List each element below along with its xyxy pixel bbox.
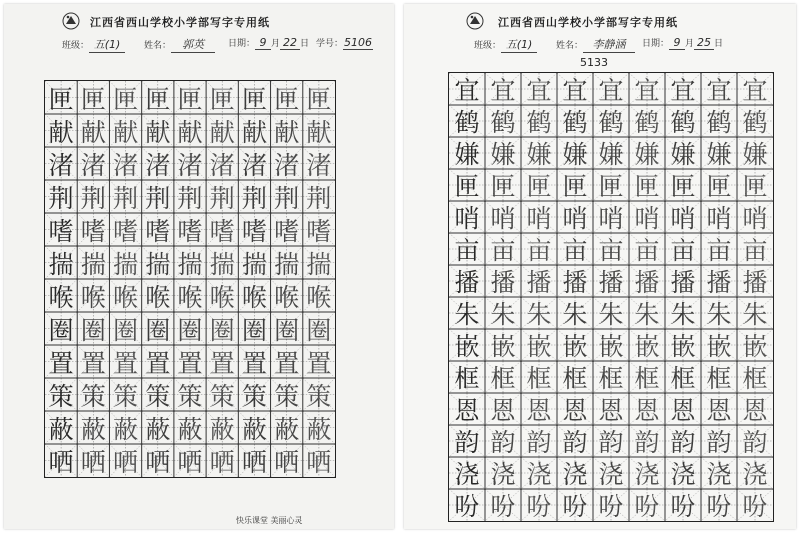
practice-character: 哨 — [706, 204, 732, 233]
practice-character: 嗜 — [80, 216, 106, 246]
practice-character: 荆 — [274, 183, 300, 213]
practice-character: 框 — [562, 364, 588, 393]
model-character: 献 — [48, 117, 74, 147]
practice-character: 匣 — [209, 84, 235, 114]
class-value: 五(1) — [501, 36, 537, 53]
practice-character: 献 — [274, 117, 300, 147]
practice-character: 喉 — [241, 282, 267, 312]
practice-character: 浇 — [634, 460, 660, 489]
practice-sheet-right — [404, 4, 796, 529]
practice-character: 嫌 — [526, 140, 552, 169]
practice-character: 鹤 — [526, 108, 552, 137]
practice-character: 哂 — [274, 447, 300, 477]
model-character: 朱 — [454, 300, 480, 329]
practice-character: 置 — [209, 348, 235, 378]
school-title: 江西省西山学校小学部写字专用纸 — [498, 16, 678, 29]
name-value: 郭英 — [171, 36, 215, 53]
model-character: 恩 — [454, 396, 480, 425]
practice-character: 策 — [306, 381, 332, 411]
practice-character: 渚 — [177, 150, 203, 180]
model-character: 嵌 — [454, 332, 480, 361]
practice-character: 蔽 — [306, 414, 332, 444]
practice-character: 鹤 — [598, 108, 624, 137]
practice-character: 策 — [274, 381, 300, 411]
model-character: 圈 — [48, 315, 74, 345]
practice-character: 策 — [241, 381, 267, 411]
practice-character: 朱 — [490, 300, 516, 329]
handwritten-note: 5133 — [580, 56, 608, 69]
practice-character: 哂 — [241, 447, 267, 477]
practice-character: 荆 — [177, 183, 203, 213]
practice-character: 朱 — [598, 300, 624, 329]
practice-character: 播 — [742, 268, 768, 297]
practice-character: 匣 — [241, 84, 267, 114]
practice-character: 策 — [112, 381, 139, 411]
writing-grid — [448, 72, 774, 522]
practice-character: 哂 — [145, 447, 171, 477]
model-character: 置 — [48, 348, 74, 378]
practice-character: 置 — [241, 348, 267, 378]
practice-character: 鹤 — [742, 108, 768, 137]
practice-character: 朱 — [706, 300, 732, 329]
school-logo-icon — [466, 12, 484, 30]
practice-character: 喉 — [112, 282, 139, 312]
practice-character: 播 — [490, 268, 516, 297]
practice-character: 嫌 — [562, 140, 588, 169]
model-character: 哨 — [454, 204, 480, 233]
practice-character: 喉 — [306, 282, 332, 312]
practice-character: 吩 — [490, 492, 516, 521]
practice-character: 渚 — [306, 150, 332, 180]
practice-character: 蔽 — [274, 414, 300, 444]
practice-character: 荆 — [241, 183, 267, 213]
practice-character: 策 — [209, 381, 235, 411]
model-character: 亩 — [454, 236, 480, 265]
practice-character: 嫌 — [634, 140, 660, 169]
practice-character: 恩 — [634, 396, 660, 425]
practice-character: 宜 — [490, 76, 516, 105]
practice-character: 恩 — [526, 396, 552, 425]
practice-character: 嫌 — [670, 140, 696, 169]
grid-lines — [45, 81, 335, 477]
practice-character: 鹤 — [490, 108, 516, 137]
practice-character: 韵 — [634, 428, 660, 457]
model-character: 吩 — [454, 492, 480, 521]
practice-character: 嵌 — [562, 332, 588, 361]
practice-character: 蔽 — [145, 414, 171, 444]
practice-character: 韵 — [526, 428, 552, 457]
practice-character: 韵 — [490, 428, 516, 457]
practice-character: 匣 — [306, 84, 332, 114]
practice-character: 嗜 — [209, 216, 235, 246]
practice-character: 鹤 — [670, 108, 696, 137]
grid-lines — [449, 73, 773, 521]
practice-character: 宜 — [670, 76, 696, 105]
practice-character: 荆 — [80, 183, 106, 213]
practice-character: 朱 — [562, 300, 588, 329]
practice-character: 喉 — [80, 282, 106, 312]
practice-character: 恩 — [670, 396, 696, 425]
practice-character: 韵 — [670, 428, 696, 457]
practice-character: 吩 — [670, 492, 696, 521]
model-character: 播 — [454, 268, 480, 297]
model-character: 匣 — [48, 84, 74, 114]
practice-character: 嗜 — [177, 216, 203, 246]
practice-character: 亩 — [490, 236, 516, 265]
practice-character: 哨 — [490, 204, 516, 233]
practice-character: 播 — [670, 268, 696, 297]
class-field: 班级： 五(1) — [474, 36, 537, 53]
practice-character: 蔽 — [241, 414, 267, 444]
practice-character: 朱 — [526, 300, 552, 329]
practice-character: 吩 — [742, 492, 768, 521]
practice-character: 亩 — [562, 236, 588, 265]
practice-character: 框 — [526, 364, 552, 393]
practice-character: 吩 — [706, 492, 732, 521]
practice-character: 浇 — [706, 460, 732, 489]
practice-character: 荆 — [306, 183, 332, 213]
practice-character: 哂 — [209, 447, 235, 477]
practice-character: 蔽 — [209, 414, 235, 444]
student-number-value: 5106 — [344, 36, 373, 49]
practice-character: 嗜 — [306, 216, 332, 246]
practice-character: 宜 — [706, 76, 732, 105]
practice-character: 哨 — [598, 204, 624, 233]
practice-character: 嫌 — [598, 140, 624, 169]
practice-character: 宜 — [562, 76, 588, 105]
model-character: 荆 — [48, 183, 74, 213]
practice-character: 匣 — [670, 172, 696, 201]
practice-character: 播 — [706, 268, 732, 297]
practice-character: 圈 — [274, 315, 300, 345]
practice-character: 亩 — [634, 236, 660, 265]
practice-character: 渚 — [241, 150, 267, 180]
practice-character: 荆 — [209, 183, 235, 213]
practice-character: 哨 — [562, 204, 588, 233]
practice-character: 宜 — [742, 76, 768, 105]
practice-character: 吩 — [526, 492, 552, 521]
practice-character: 播 — [598, 268, 624, 297]
practice-character: 献 — [241, 117, 267, 147]
practice-character: 播 — [634, 268, 660, 297]
practice-character: 浇 — [526, 460, 552, 489]
practice-character: 圈 — [80, 315, 106, 345]
practice-character: 恩 — [706, 396, 732, 425]
name-field: 姓名： 李静涵 — [556, 36, 635, 53]
practice-character: 置 — [274, 348, 300, 378]
practice-character: 嗜 — [145, 216, 171, 246]
date-field: 日期： 9 月 22 日 — [228, 36, 310, 49]
practice-character: 嫌 — [706, 140, 732, 169]
model-character: 匣 — [454, 172, 480, 201]
practice-character: 揣 — [112, 249, 139, 279]
practice-character: 蔽 — [112, 414, 139, 444]
practice-character: 朱 — [670, 300, 696, 329]
practice-character: 播 — [562, 268, 588, 297]
practice-character: 朱 — [742, 300, 768, 329]
practice-character: 匣 — [274, 84, 300, 114]
practice-character: 哂 — [306, 447, 332, 477]
practice-character: 圈 — [306, 315, 332, 345]
practice-character: 嵌 — [490, 332, 516, 361]
practice-character: 浇 — [742, 460, 768, 489]
school-title: 江西省西山学校小学部写字专用纸 — [90, 16, 270, 29]
practice-character: 献 — [209, 117, 235, 147]
model-character: 嫌 — [454, 140, 480, 169]
practice-character: 宜 — [598, 76, 624, 105]
practice-character: 揣 — [306, 249, 332, 279]
practice-character: 吩 — [598, 492, 624, 521]
practice-character: 浇 — [598, 460, 624, 489]
practice-character: 揣 — [274, 249, 300, 279]
practice-character: 匣 — [112, 84, 139, 114]
practice-character: 韵 — [598, 428, 624, 457]
practice-character: 恩 — [598, 396, 624, 425]
practice-character: 哂 — [177, 447, 203, 477]
practice-character: 吩 — [634, 492, 660, 521]
practice-character: 圈 — [209, 315, 235, 345]
practice-character: 圈 — [145, 315, 171, 345]
practice-character: 喉 — [209, 282, 235, 312]
model-character: 渚 — [48, 150, 74, 180]
practice-character: 渚 — [145, 150, 171, 180]
practice-character: 恩 — [490, 396, 516, 425]
class-value: 五(1) — [89, 36, 125, 53]
model-character: 喉 — [48, 282, 74, 312]
practice-character: 嫌 — [490, 140, 516, 169]
practice-character: 鹤 — [706, 108, 732, 137]
practice-character: 韵 — [706, 428, 732, 457]
practice-character: 嵌 — [706, 332, 732, 361]
practice-character: 嗜 — [112, 216, 139, 246]
practice-character: 嵌 — [598, 332, 624, 361]
practice-character: 嵌 — [742, 332, 768, 361]
practice-character: 置 — [306, 348, 332, 378]
practice-character: 嵌 — [634, 332, 660, 361]
practice-character: 揣 — [80, 249, 106, 279]
practice-character: 圈 — [112, 315, 139, 345]
practice-character: 渚 — [209, 150, 235, 180]
practice-character: 献 — [145, 117, 171, 147]
practice-character: 宜 — [634, 76, 660, 105]
practice-character: 恩 — [742, 396, 768, 425]
practice-character: 匣 — [145, 84, 171, 114]
practice-character: 浇 — [490, 460, 516, 489]
student-number-field: 学号：5106 — [316, 36, 373, 49]
date-field: 日期： 9 月 25 日 — [642, 36, 724, 49]
practice-character: 匣 — [490, 172, 516, 201]
practice-character: 匣 — [80, 84, 106, 114]
practice-character: 匣 — [634, 172, 660, 201]
practice-character: 渚 — [274, 150, 300, 180]
practice-character: 策 — [177, 381, 203, 411]
practice-character: 韵 — [562, 428, 588, 457]
practice-character: 荆 — [145, 183, 171, 213]
practice-character: 揣 — [209, 249, 235, 279]
practice-character: 置 — [145, 348, 171, 378]
practice-character: 哨 — [526, 204, 552, 233]
practice-character: 蔽 — [177, 414, 203, 444]
practice-character: 朱 — [634, 300, 660, 329]
model-character: 蔽 — [48, 414, 74, 444]
practice-character: 亩 — [706, 236, 732, 265]
sheet-footer: 快乐课堂 美丽心灵 — [236, 516, 303, 525]
practice-character: 框 — [706, 364, 732, 393]
practice-character: 揣 — [177, 249, 203, 279]
practice-character: 置 — [112, 348, 139, 378]
practice-character: 匣 — [177, 84, 203, 114]
practice-character: 匣 — [706, 172, 732, 201]
practice-sheet-left — [4, 4, 394, 529]
practice-character: 亩 — [742, 236, 768, 265]
practice-character: 哂 — [80, 447, 106, 477]
practice-character: 鹤 — [634, 108, 660, 137]
practice-character: 献 — [112, 117, 139, 147]
practice-character: 浇 — [562, 460, 588, 489]
practice-character: 嗜 — [274, 216, 300, 246]
practice-character: 荆 — [112, 183, 139, 213]
practice-character: 吩 — [562, 492, 588, 521]
practice-character: 框 — [742, 364, 768, 393]
name-field: 姓名： 郭英 — [144, 36, 215, 53]
practice-character: 框 — [670, 364, 696, 393]
practice-character: 哨 — [670, 204, 696, 233]
practice-character: 框 — [634, 364, 660, 393]
practice-character: 嗜 — [241, 216, 267, 246]
practice-character: 献 — [306, 117, 332, 147]
practice-character: 匣 — [526, 172, 552, 201]
practice-character: 置 — [177, 348, 203, 378]
practice-character: 播 — [526, 268, 552, 297]
practice-character: 揣 — [241, 249, 267, 279]
model-character: 宜 — [454, 76, 480, 105]
practice-character: 韵 — [742, 428, 768, 457]
practice-character: 哨 — [634, 204, 660, 233]
practice-character: 献 — [177, 117, 203, 147]
practice-character: 嵌 — [526, 332, 552, 361]
practice-character: 嵌 — [670, 332, 696, 361]
practice-character: 嫌 — [742, 140, 768, 169]
practice-character: 献 — [80, 117, 106, 147]
practice-character: 亩 — [670, 236, 696, 265]
name-value: 李静涵 — [583, 36, 635, 53]
model-character: 框 — [454, 364, 480, 393]
practice-character: 恩 — [562, 396, 588, 425]
practice-character: 策 — [80, 381, 106, 411]
practice-character: 哨 — [742, 204, 768, 233]
model-character: 哂 — [48, 447, 74, 477]
practice-character: 渚 — [80, 150, 106, 180]
practice-character: 浇 — [670, 460, 696, 489]
model-character: 嗜 — [48, 216, 74, 246]
practice-character: 鹤 — [562, 108, 588, 137]
practice-character: 渚 — [112, 150, 139, 180]
practice-character: 匣 — [742, 172, 768, 201]
writing-grid — [44, 80, 336, 478]
school-logo-icon — [62, 12, 80, 30]
practice-character: 置 — [80, 348, 106, 378]
practice-character: 喉 — [274, 282, 300, 312]
practice-character: 宜 — [526, 76, 552, 105]
class-field: 班级： 五(1) — [62, 36, 125, 53]
model-character: 鹤 — [454, 108, 480, 137]
practice-character: 圈 — [241, 315, 267, 345]
model-character: 策 — [48, 381, 74, 411]
model-character: 浇 — [454, 460, 480, 489]
practice-character: 匣 — [562, 172, 588, 201]
model-character: 韵 — [454, 428, 480, 457]
practice-character: 揣 — [145, 249, 171, 279]
practice-character: 喉 — [145, 282, 171, 312]
practice-character: 哂 — [112, 447, 139, 477]
practice-character: 圈 — [177, 315, 203, 345]
practice-character: 匣 — [598, 172, 624, 201]
practice-character: 亩 — [526, 236, 552, 265]
practice-character: 策 — [145, 381, 171, 411]
model-character: 揣 — [48, 249, 74, 279]
practice-character: 亩 — [598, 236, 624, 265]
practice-character: 蔽 — [80, 414, 106, 444]
practice-character: 框 — [598, 364, 624, 393]
practice-character: 框 — [490, 364, 516, 393]
practice-character: 喉 — [177, 282, 203, 312]
